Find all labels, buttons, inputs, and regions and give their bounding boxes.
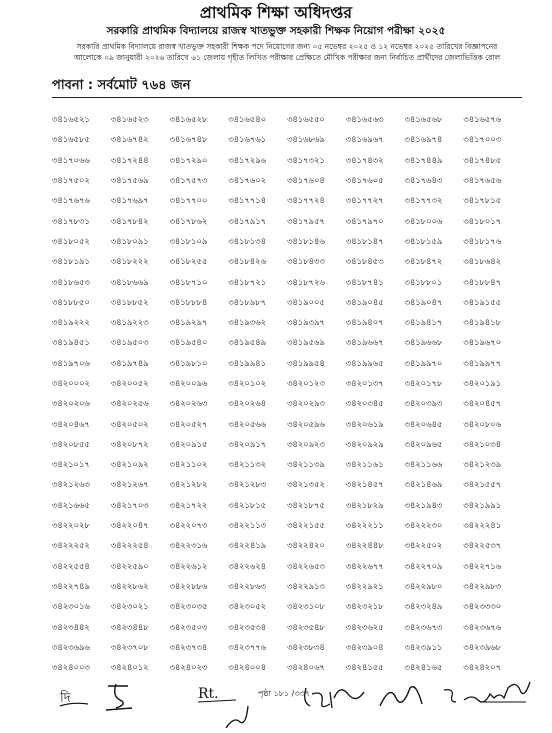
roll-number: ৩৪২২৯২১	[345, 580, 384, 591]
roll-row	[52, 413, 522, 433]
roll-number: ৩৪১৭৭১৪	[228, 195, 266, 206]
roll-number: ৩৪২১৫৫৭	[463, 479, 501, 490]
roll-number: ৩৪২১২৬৭	[110, 479, 149, 490]
roll-number: ৩৪২১২৮২	[169, 479, 208, 490]
roll-number: ৩৪২২৬১২	[169, 560, 208, 571]
roll-number: ৩৪২২৭১৬	[463, 560, 501, 571]
signature-1-text: দি	[60, 691, 71, 706]
roll-number: ৩৪২২৬২৪	[228, 560, 266, 571]
roll-number: ৩৪২৩৮৩৪	[287, 641, 325, 652]
roll-row	[52, 332, 522, 352]
roll-number: ৩৪১৭২৯৬	[228, 154, 266, 165]
roll-row	[52, 474, 522, 494]
roll-number: ৩৪১৯২২৩	[110, 317, 149, 328]
roll-number: ৩৪২২৪২০	[287, 540, 325, 551]
roll-number: ৩৪১৮৮৫২	[110, 296, 149, 307]
roll-number: ৩৪২০০৫২	[110, 378, 149, 388]
roll-number: ৩৪২২৮৮৬	[169, 580, 208, 591]
roll-number: ৩৪১৯৭৪৯	[110, 357, 149, 368]
roll-number: ৩৪১৯৫০৩	[110, 337, 149, 348]
roll-row	[52, 190, 522, 210]
roll-number: ৩৪২০৯২৩	[287, 438, 325, 449]
roll-number: ৩৪১৮৪৫৩	[345, 256, 384, 267]
roll-number: ৩৪২২৭০৯	[404, 560, 443, 571]
roll-number: ৩৪১৯০৪৭	[404, 296, 443, 307]
roll-number: ৩৪১৯৫৬৯	[287, 337, 325, 348]
roll-number: ৩৪২৩২১৮	[345, 601, 384, 612]
roll-number: ৩৪২১৭০৩	[110, 499, 149, 510]
roll-row	[52, 434, 522, 454]
roll-number: ৩৪২৪০০৩	[52, 662, 90, 673]
roll-row	[52, 292, 522, 312]
roll-row	[52, 109, 522, 129]
roll-number: ৩৪১৮৭২১	[228, 276, 266, 287]
roll-number: ৩৪১৬৭৪২	[110, 134, 149, 145]
roll-number: ৩৪১৮৪৭২	[404, 256, 443, 267]
roll-number: ৩৪২১০১৭	[52, 459, 90, 470]
notice-line-2: আলোকে ০৯ জানুয়ারী ২০২৬ তারিখে ৬১ জেলায় গৃহীত লিখিত পরীক্ষার প্রেক্ষিতে মৌখিক পরীক্ষার জন্য নির্বাচিত প্রার্থীদের জেলাভিত্তিক রোল	[73, 53, 501, 62]
roll-number: ৩৪১৭৭২৭	[345, 195, 384, 206]
roll-number: ৩৪২০২৬৪	[228, 398, 266, 409]
roll-row	[52, 495, 522, 515]
roll-number: ৩৪১৯২২২	[52, 317, 90, 328]
notice-line-1: সরকারি প্রাথমিক বিদ্যালয়ে রাজস্ব খাতভুক্ত সহকারী শিক্ষক পদে নিয়োগের জন্য ০৫ নভেম্বর ২০২৫ ও ১২ নভেম্বর ২০২৫ তারিখের বিজ্ঞাপনের	[76, 42, 498, 51]
roll-number: ৩৪১৭৭৩২	[404, 195, 443, 206]
roll-number: ৩৪২০৪৬৭	[52, 418, 90, 429]
roll-number: ৩৪২২০৭৩	[169, 520, 208, 531]
roll-number: ৩৪১৮৯৮৭	[228, 296, 266, 307]
roll-number: ৩৪১৮৮৫০	[52, 296, 90, 307]
roll-number: ৩৪২৪০১২	[110, 662, 149, 673]
roll-row	[52, 556, 522, 576]
roll-number: ৩৪২০৬১৯	[345, 418, 384, 429]
roll-number: ৩৪২১৯৪৩	[404, 499, 443, 510]
roll-number: ৩৪২২৭৪৯	[52, 580, 90, 591]
roll-number: ৩৪২০৮৭২	[110, 438, 149, 449]
roll-number: ৩৪২২৪৪৮	[345, 540, 384, 551]
roll-number: ৩৪১৭৬০৪	[287, 175, 325, 186]
roll-number: ৩৪২২৪১৯	[228, 540, 266, 551]
roll-number: ৩৪১৭২৯০	[169, 154, 208, 165]
roll-number: ৩৪১৮১৪৬	[287, 235, 325, 246]
roll-number: ৩৪২৩০৫২	[228, 601, 266, 612]
roll-number: ৩৪১৭৯১৭	[228, 215, 266, 226]
roll-number: ৩৪২০০৯৬	[169, 378, 208, 388]
roll-number: ৩৪২৩৭৩৪	[169, 641, 208, 652]
roll-number: ৩৪১৬৯৬৭	[345, 134, 384, 145]
roll-number: ৩৪১৯৭০৬	[52, 357, 90, 368]
roll-number: ৩৪১৭৬৯৭	[110, 195, 149, 206]
roll-row	[52, 129, 522, 149]
roll-number: ৩৪১৬৫২৮	[169, 114, 208, 125]
roll-number: ৩৪২১৯৯১	[463, 499, 501, 510]
roll-number: ৩৪২০২৫৬	[110, 398, 149, 409]
signature-8	[440, 686, 460, 706]
roll-number: ৩৪১৮১৭৬	[463, 235, 501, 246]
roll-number: ৩৪১৭০০৩	[463, 134, 501, 145]
roll-number: ৩৪১৮০১৭	[463, 215, 501, 226]
roll-number: ৩৪২২২৫২	[52, 540, 90, 551]
roll-number: ৩৪২৩৬৯৬	[52, 641, 90, 652]
roll-number: ৩৪১৯৫৪০	[169, 337, 208, 348]
roll-number: ৩৪১৮১৯১	[52, 256, 90, 267]
roll-number: ৩৪২১০৯২	[110, 459, 149, 470]
roll-number: ৩৪২১১৬৬	[404, 459, 443, 470]
roll-number: ৩৪১৮০৫২	[52, 235, 90, 246]
roll-number: ৩৪২১৪৬৯	[404, 479, 443, 490]
roll-row	[52, 657, 522, 677]
roll-number: ৩৪২১৮১৫	[228, 499, 266, 510]
notice-text	[52, 41, 522, 63]
page-subtitle: সরকারি প্রাথমিক বিদ্যালয়ে রাজস্ব খাতভুক্ত সহকারী শিক্ষক নিয়োগ পরীক্ষা ২০২৫	[106, 25, 446, 37]
roll-row	[52, 637, 522, 657]
roll-number: ৩৪১৯৪০৭	[345, 317, 384, 328]
roll-number: ৩৪১৮১৩৪	[228, 235, 266, 246]
roll-number: ৩৪২৩০৩৫	[169, 601, 208, 612]
roll-number: ৩৪১৬৫৫০	[287, 114, 325, 125]
roll-number: ৩৪২৩৬৭৩	[404, 621, 443, 632]
roll-number-grid	[52, 109, 522, 677]
roll-number: ৩৪১৮৮০১	[404, 276, 443, 287]
roll-number: ৩৪১৭৫০২	[52, 175, 90, 186]
roll-number: ৩৪১৮৪২৬	[228, 256, 266, 267]
roll-number: ৩৪১৭৪৪৯	[404, 154, 443, 165]
roll-number: ৩৪২০২৬৩	[169, 398, 208, 409]
roll-number: ৩৪২০৯১৫	[169, 438, 208, 449]
roll-number: ৩৪১৮০০৬	[404, 215, 443, 226]
roll-number: ৩৪১৮৬৬৯	[110, 276, 149, 287]
roll-row	[52, 576, 522, 596]
roll-number: ৩৪১৬৫৪০	[228, 114, 266, 125]
page-number: পৃষ্ঠা ১৮১ /৩৩৭	[258, 689, 310, 698]
roll-number: ৩৪২৩৩৩০	[463, 601, 502, 612]
roll-number: ৩৪২০৫২৭	[169, 418, 208, 429]
roll-number: ৩৪১৮৭৪১	[345, 276, 384, 287]
roll-number: ৩৪২২৫৩৭	[463, 540, 501, 551]
roll-number: ৩৪২১৮২৯	[345, 499, 384, 510]
roll-row	[52, 616, 522, 636]
roll-number: ৩৪২১১৩২	[228, 459, 266, 470]
roll-number: ৩৪২১৬৬৫	[52, 499, 90, 510]
roll-number: ৩৪১৯১৫৫	[463, 296, 501, 307]
roll-number: ৩৪১৯৪১৭	[404, 317, 443, 328]
roll-number: ৩৪২১২৩৯	[463, 459, 501, 470]
roll-row	[52, 271, 522, 291]
roll-number: ৩৪১৭৬০২	[228, 175, 266, 186]
roll-number: ৩৪২৪০২৩	[169, 662, 208, 673]
roll-number: ৩৪২২৬৭৭	[345, 560, 384, 571]
roll-number: ৩৪২২৯১৩	[287, 580, 325, 591]
roll-number: ৩৪২০১৭৮	[404, 378, 443, 388]
signature-9	[460, 676, 538, 708]
roll-number: ৩৪২০৯১৭	[228, 438, 266, 449]
roll-number: ৩৪২১৪৫৭	[345, 479, 384, 490]
roll-number: ৩৪২২১১৩	[228, 520, 266, 531]
roll-number: ৩৪২১৮৭৫	[287, 499, 325, 510]
roll-number: ৩৪২৩০২১	[110, 601, 149, 612]
signature-footer	[0, 676, 552, 733]
roll-row	[52, 596, 522, 616]
roll-number: ৩৪১৭৬৪৩	[404, 175, 443, 186]
roll-number: ৩৪১৯৫৪৯	[228, 337, 266, 348]
roll-number: ৩৪২৩১০৮	[287, 601, 325, 612]
roll-number: ৩৪১৭৬০৫	[345, 175, 384, 186]
roll-number: ৩৪২১২৮৩	[228, 479, 266, 490]
roll-number: ৩৪১৬৫২১	[52, 114, 90, 125]
roll-number: ৩৪২০১২৩	[287, 378, 325, 388]
roll-number: ৩৪২৪০০৪	[228, 662, 266, 673]
roll-number: ৩৪২৩৪৪৮	[110, 621, 149, 632]
roll-number: ৩৪১৯৩৯৭	[287, 317, 325, 328]
roll-number: ৩৪২০৮৫৫	[52, 438, 90, 449]
roll-number: ৩৪২১২৬৩	[52, 479, 90, 490]
roll-number: ৩৪২০৪৫৭	[463, 398, 501, 409]
roll-row	[52, 251, 522, 271]
roll-number: ৩৪২১১০২	[169, 459, 208, 470]
roll-number: ৩৪১৮২৫৫	[169, 256, 208, 267]
roll-number: ৩৪১৮১৪৭	[345, 235, 384, 246]
roll-number: ৩৪১৬৫৬৩	[345, 114, 384, 125]
roll-row	[52, 353, 522, 373]
roll-row	[52, 210, 522, 230]
roll-number: ৩৪১৯৯৭৭	[463, 357, 501, 368]
roll-number: ৩৪২২৯৮০	[404, 580, 443, 591]
roll-number: ৩৪১৯৬৬৮	[404, 337, 443, 348]
roll-number: ৩৪২২৩১৬	[169, 540, 208, 551]
roll-number: ৩৪২৪০৬৭	[287, 662, 325, 673]
roll-number: ৩৪১৭৮১৫	[463, 195, 501, 206]
roll-number: ৩৪২২৮৬৩	[228, 580, 266, 591]
roll-number: ৩৪২০৮০৬	[463, 418, 501, 429]
roll-number: ৩৪২২২৫৪	[110, 540, 149, 551]
roll-row	[52, 454, 522, 474]
roll-number: ৩৪২০২০৬	[52, 398, 90, 409]
roll-number: ৩৪১৮৮৮৪	[169, 296, 208, 307]
roll-number: ৩৪২৩৯১১	[404, 641, 443, 652]
roll-number: ৩৪২৪২০৭	[463, 662, 501, 673]
roll-row	[52, 535, 522, 555]
divider	[52, 97, 522, 98]
roll-row	[52, 231, 522, 251]
roll-number: ৩৪২১১৬১	[345, 459, 384, 470]
roll-number: ৩৪১৯২৯৭	[169, 317, 208, 328]
roll-number: ৩৪১৬৮৬৯	[287, 134, 325, 145]
roll-number: ৩৪২৩৯০৪	[345, 641, 384, 652]
roll-number: ৩৪১৭২৪৪	[110, 154, 149, 165]
roll-row	[52, 170, 522, 190]
roll-number: ৩৪১৬৯৭৪	[404, 134, 443, 145]
signature-2	[102, 678, 142, 714]
signature-6	[330, 678, 370, 712]
roll-number: ৩৪১৮৬৫৩	[52, 276, 90, 287]
roll-number: ৩৪১৯৬৬৭	[345, 337, 384, 348]
roll-number: ৩৪২৩৭০৮	[110, 641, 149, 652]
roll-number: ৩৪২১৩৫২	[287, 479, 325, 490]
roll-number: ৩৪২০১৯১	[463, 378, 501, 388]
roll-number: ৩৪২০৫০২	[110, 418, 149, 429]
roll-number: ৩৪২২৯৮৩	[463, 580, 501, 591]
roll-number: ৩৪১৯৮১০	[169, 357, 208, 368]
page-title: প্রাথমিক শিক্ষা অধিদপ্তর	[199, 3, 353, 22]
roll-number: ৩৪২৩৫০৩	[169, 621, 208, 632]
roll-number: ৩৪১৭৬৫৬	[463, 175, 501, 186]
roll-number: ৩৪২২২৩০	[404, 520, 443, 531]
roll-number: ৩৪২৪১৬৫	[404, 662, 443, 673]
signature-4	[222, 696, 252, 732]
roll-number: ৩৪১৮১০৯	[169, 235, 208, 246]
roll-number: ৩৪২০৩৯৩	[404, 398, 443, 409]
roll-number: ৩৪২২০৪৭	[110, 520, 149, 531]
roll-number: ৩৪২১০৩৪	[463, 438, 501, 449]
roll-number: ৩৪১৮৪৩৩	[287, 256, 325, 267]
roll-number: ৩৪২৩৪৪২	[52, 621, 90, 632]
roll-number: ৩৪১৯৩৬২	[228, 317, 266, 328]
roll-number: ৩৪২২৫৯০	[110, 560, 149, 571]
roll-number: ৩৪১৭৩২১	[287, 154, 325, 165]
roll-number: ৩৪১৯৬৭০	[463, 337, 501, 348]
roll-number: ৩৪২০৯৬৫	[404, 438, 443, 449]
roll-number: ৩৪২৩৫৩৪	[228, 621, 266, 632]
roll-number: ৩৪১৬৫৬৮	[404, 114, 443, 125]
roll-number: ৩৪১৭৮৪২	[110, 215, 149, 226]
roll-number: ৩৪১৬৫৮৫	[52, 134, 90, 145]
roll-number: ৩৪১৮৮৪৭	[463, 276, 501, 287]
roll-number: ৩৪১৯৪১৮	[463, 317, 501, 328]
roll-number: ৩৪১৮১৫৯	[404, 235, 443, 246]
roll-number: ৩৪২০০০২	[52, 378, 90, 388]
signature-7	[376, 680, 436, 712]
roll-number: ৩৪২৩৬২৫	[345, 621, 384, 632]
roll-number: ৩৪১৯৯৪১	[228, 357, 266, 368]
roll-number: ৩৪২২০২৮	[52, 520, 90, 531]
roll-number: ৩৪২০৬৪৫	[404, 418, 443, 429]
roll-number: ৩৪১৭৭০০	[169, 195, 208, 206]
roll-number: ৩৪২০৫৯৬	[287, 418, 325, 429]
roll-number: ৩৪২২৮৬২	[110, 580, 149, 591]
roll-number: ৩৪২৩০১৬	[52, 601, 90, 612]
roll-number: ৩৪১৯৯৫৪	[287, 357, 325, 368]
roll-number: ৩৪১৮৭২৬	[287, 276, 325, 287]
roll-number: ৩৪২২৫০২	[404, 540, 443, 551]
roll-number: ৩৪২২১৫৫	[287, 520, 325, 531]
roll-number: ৩৪১৯৯৬৫	[345, 357, 384, 368]
roll-row	[52, 515, 522, 535]
roll-number: ৩৪১৬৭৪৮	[169, 134, 208, 145]
roll-number: ৩৪১৯০৪৫	[345, 296, 384, 307]
roll-number: ৩৪২২৬৫৩	[287, 560, 325, 571]
roll-number: ৩৪২০১৩৭	[345, 378, 384, 388]
roll-number: ৩৪২০২৯৩	[287, 398, 325, 409]
roll-number: ৩৪১৭৫৬৯	[110, 175, 149, 186]
roll-number: ৩৪১৬৫২৩	[110, 114, 149, 125]
roll-number: ৩৪১৭৯৫৭	[287, 215, 325, 226]
roll-number: ৩৪২২৫৫৪	[52, 560, 90, 571]
roll-number: ৩৪১৭৬৭৬	[52, 195, 90, 206]
roll-number: ৩৪২৩৯৬৮	[463, 641, 501, 652]
roll-number: ৩৪২৩৭৭৬	[228, 641, 267, 652]
roll-number: ৩৪২১৭২২	[169, 499, 208, 510]
roll-number: ৩৪১৮৬৪২	[463, 256, 501, 267]
roll-number: ৩৪১৮২২২	[110, 256, 149, 267]
roll-number: ৩৪২৪১৫৫	[345, 662, 384, 673]
signature-1	[58, 684, 98, 714]
roll-number: ৩৪২০৫৬৬	[228, 418, 266, 429]
roll-row	[52, 373, 522, 393]
roll-number: ৩৪১৭৫৭৩	[169, 175, 208, 186]
roll-number: ৩৪১৭৭২৪	[287, 195, 325, 206]
roll-number: ৩৪১৮৭১০	[169, 276, 208, 287]
roll-number: ৩৪১৭০৬৬	[52, 154, 90, 165]
roll-number: ৩৪১৬৭৬১	[228, 134, 266, 145]
roll-number: ৩৪১৭৯৭০	[345, 215, 384, 226]
roll-number: ৩৪১৯৪৫১	[52, 337, 90, 348]
roll-row	[52, 150, 522, 170]
roll-number: ৩৪২০৯২৯	[345, 438, 384, 449]
roll-number: ৩৪২৩৬৭৬	[463, 621, 502, 632]
signature-3-text: Rt.	[198, 686, 219, 702]
district-heading: পাবনা : সর্বমোট ৭৬৪ জন	[52, 78, 191, 93]
roll-number: ৩৪২২২১১	[345, 520, 384, 531]
roll-number: ৩৪১৭৮৬২	[169, 215, 208, 226]
roll-number: ৩৪১৭৪৮৫	[463, 154, 501, 165]
roll-number: ৩৪২০১০২	[228, 378, 266, 388]
roll-number: ৩৪১৭৪৩২	[345, 154, 384, 165]
roll-number: ৩৪১৭৮৩১	[52, 215, 90, 226]
roll-number: ৩৪১৯৯৭০	[404, 357, 443, 368]
roll-row	[52, 312, 522, 332]
roll-number: ৩৪২৩৫৪৮	[287, 621, 325, 632]
roll-number: ৩৪১৮০৯১	[110, 235, 149, 246]
roll-row	[52, 393, 522, 413]
roll-number: ৩৪২৩২৪৯	[404, 601, 443, 612]
roll-number: ৩৪১৬৫৭৬	[463, 114, 501, 125]
roll-number: ৩৪২১১৩৯	[287, 459, 325, 470]
roll-number: ৩৪১৯০০৫	[287, 296, 325, 307]
roll-number: ৩৪২০৩৪৫	[345, 398, 384, 409]
roll-number: ৩৪২২২৪১	[463, 520, 501, 531]
